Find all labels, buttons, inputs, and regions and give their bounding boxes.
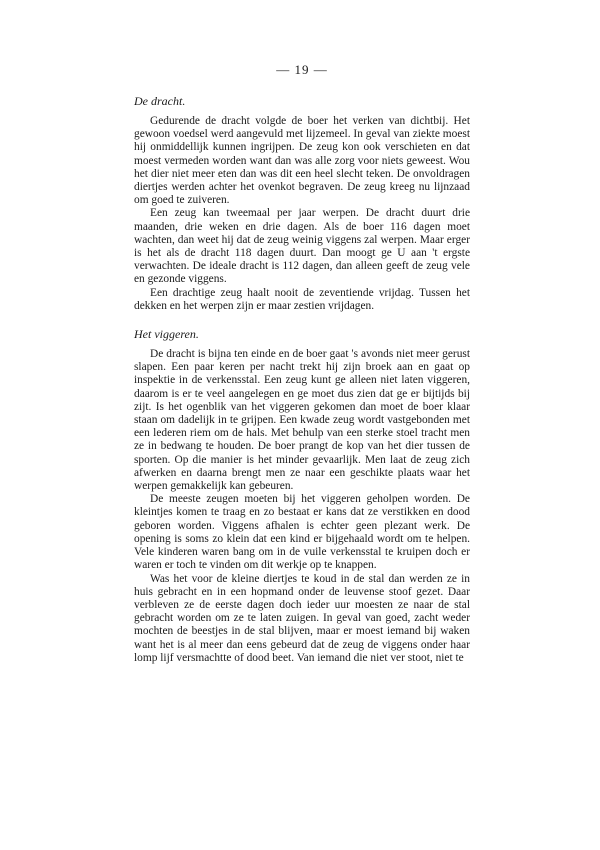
section-de-dracht — [134, 94, 470, 313]
paragraph: De meeste zeugen moeten bij het viggeren geholpen worden. De kleintjes komen te traag en zo bestaat er kans dat ze verstikken en dood geboren worden. Viggens afhalen is echter geen plezant werk. De opening is soms zo klein dat een kind er bijgehaald wordt om te helpen. Vele kinderen waren bang om in de vuile verkensstal te kruipen doch er waren er toch te vinden om dit werkje op te knappen. — [134, 493, 470, 572]
section-heading: Het viggeren. — [134, 327, 199, 342]
paragraph: Was het voor de kleine diertjes te koud in de stal dan werden ze in huis gebracht en in een hopmand onder de leuvense stoof gezet. Daar verbleven ze de eerste dagen doch ieder uur moesten ze naar de stal gebracht worden om ze te laten zuigen. In geval van goed, zacht weder mochten de beestjes in de stal blijven, maar er moest iemand bij waken want het is al meer dan eens gebeurd dat de zeug de viggens onder haar lomp lijf versmachtte of dood beet. Van iemand die niet ver stoot, niet te — [134, 572, 470, 664]
paragraph: Gedurende de dracht volgde de boer het verken van dichtbij. Het gewoon voedsel werd aangevuld met lijzemeel. In geval van ziekte moest hij onmiddellijk kunnen ingrijpen. De zeug kon ook verschieten en dat moest vermeden worden want dan was alle zorg voor niets geweest. Wou het dier niet meer eten dan was dit een heel slecht teken. De onvoldragen diertjes werden achter het ovenkot begraven. De zeug kreeg nu lijnzaad om goed te zuiveren. — [134, 115, 470, 207]
page-number: — 19 — — [276, 62, 328, 77]
section-heading: De dracht. — [134, 94, 186, 108]
paragraph: Een zeug kan tweemaal per jaar werpen. De dracht duurt drie maanden, drie weken en drie dagen. Als de boer 116 dagen moet wachten, dan weet hij dat de zeug weinig viggens zal werpen. Maar erger is het als de dracht 118 dagen duurt. Dan moogt ge U aan 't ergste verwachten. De ideale dracht is 112 dagen, dan alleen geeft de zeug vele en gezonde viggens. — [134, 207, 470, 286]
paragraph: De dracht is bijna ten einde en de boer gaat 's avonds niet meer gerust slapen. Een paar keren per nacht trekt hij zijn broek aan en gaat op inspektie in de verkensstal. Een zeug kunt ge alleen niet laten viggeren, daarom is er te veel aangelegen en ge moet dus zien dat ge er bijtijds bij zijt. Is het ogenblik van het viggeren gekomen dan moet de boer klaar staan om dadelijk in te grijpen. Een kwade zeug wordt vastgebonden met een lederen riem om de hals. Met behulp van een sterke stoel tracht men ze in bedwang te houden. De boer prangt de kop van het dier tussen de sporten. Op die manier is het minder gevaarlijk. Men laat de zeug zich afwerken en daarna brengt men ze naar een geschikte plaats waar het werpen gemakkelijk kan gebeuren. — [134, 348, 470, 493]
book-page — [134, 60, 470, 665]
paragraph: Een drachtige zeug haalt nooit de zeventiende vrijdag. Tussen het dekken en het werpen zijn er maar zestien vrijdagen. — [134, 286, 470, 312]
section-het-viggeren — [134, 327, 470, 665]
